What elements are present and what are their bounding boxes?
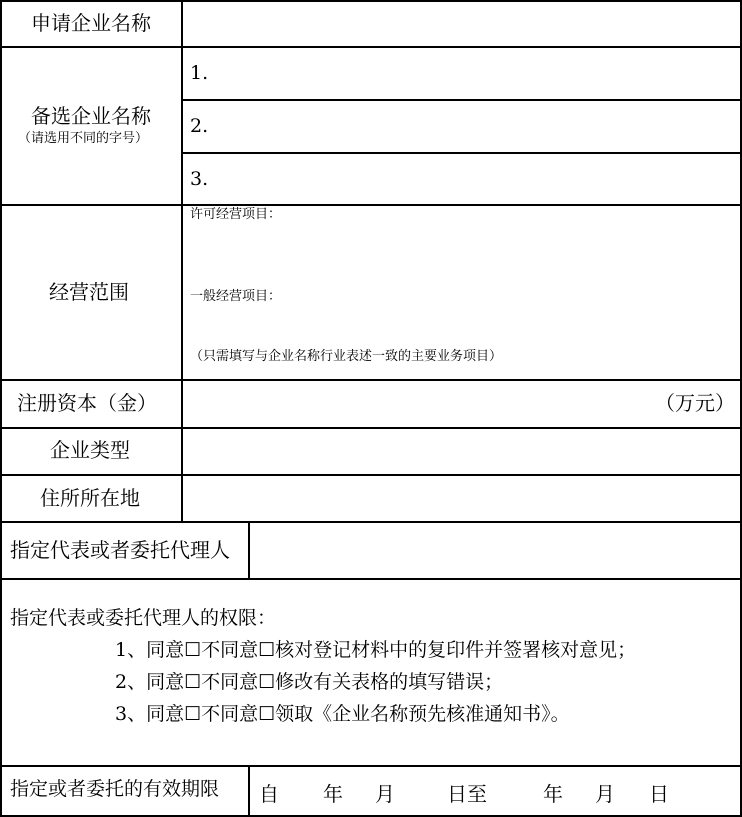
rule-after-alt xyxy=(0,204,742,206)
validity-to-month[interactable]: 月 xyxy=(595,782,615,806)
alt-names-note: （请选用不同的字号） xyxy=(18,131,149,146)
rule-validity-column xyxy=(248,765,250,817)
validity-to-year[interactable]: 年 xyxy=(543,782,563,806)
validity-from: 自 xyxy=(259,782,279,806)
authority-item-2[interactable]: 2、同意☐不同意☐修改有关表格的填写错误； xyxy=(115,671,504,693)
capital-unit: （万元） xyxy=(655,391,735,415)
agent-label: 指定代表或者委托代理人 xyxy=(10,538,230,562)
rule-label-column xyxy=(181,0,183,523)
type-field[interactable] xyxy=(190,440,730,462)
type-label: 企业类型 xyxy=(50,438,130,462)
applicant-name-label: 申请企业名称 xyxy=(31,11,151,35)
scope-general-field[interactable]: 一般经营项目： xyxy=(190,289,282,304)
validity-label: 指定或者委托的有效期限 xyxy=(10,778,220,800)
capital-label: 注册资本（金） xyxy=(17,391,157,415)
address-label: 住所所在地 xyxy=(40,486,140,510)
rule-after-type xyxy=(0,474,742,476)
alt-name-1-field[interactable]: 1. xyxy=(190,62,209,84)
alt-name-2-field[interactable]: 2. xyxy=(190,115,209,137)
rule-after-authority xyxy=(0,765,742,767)
rule-alt-2 xyxy=(181,152,742,154)
address-field[interactable] xyxy=(190,488,730,510)
alt-names-label: 备选企业名称 xyxy=(31,104,151,128)
scope-note: （只需填写与企业名称行业表述一致的主要业务项目） xyxy=(190,349,503,364)
rule-alt-1 xyxy=(181,99,742,101)
rule-after-scope xyxy=(0,379,742,381)
rule-after-agent xyxy=(0,578,742,580)
rule-agent-column xyxy=(248,521,250,580)
scope-label: 经营范围 xyxy=(49,280,129,304)
authority-item-3[interactable]: 3、同意☐不同意☐领取《企业名称预先核准通知书》。 xyxy=(115,703,570,725)
authority-title: 指定代表或委托代理人的权限： xyxy=(10,607,277,629)
validity-from-year[interactable]: 年 xyxy=(323,782,343,806)
authority-item-1[interactable]: 1、同意☐不同意☐核对登记材料中的复印件并签署核对意见； xyxy=(115,639,637,661)
validity-to-day[interactable]: 日 xyxy=(649,782,669,806)
rule-after-capital xyxy=(0,427,742,429)
scope-licensed-field[interactable]: 许可经营项目： xyxy=(190,207,282,222)
alt-name-3-field[interactable]: 3. xyxy=(190,168,209,190)
rule-after-applicant xyxy=(0,46,742,48)
rule-top xyxy=(0,0,742,2)
rule-after-address xyxy=(0,521,742,523)
validity-from-month[interactable]: 月 xyxy=(375,782,395,806)
applicant-name-field[interactable] xyxy=(190,13,730,35)
validity-from-day-to[interactable]: 日至 xyxy=(447,782,487,806)
rule-left xyxy=(0,0,2,817)
agent-field[interactable] xyxy=(258,540,728,562)
